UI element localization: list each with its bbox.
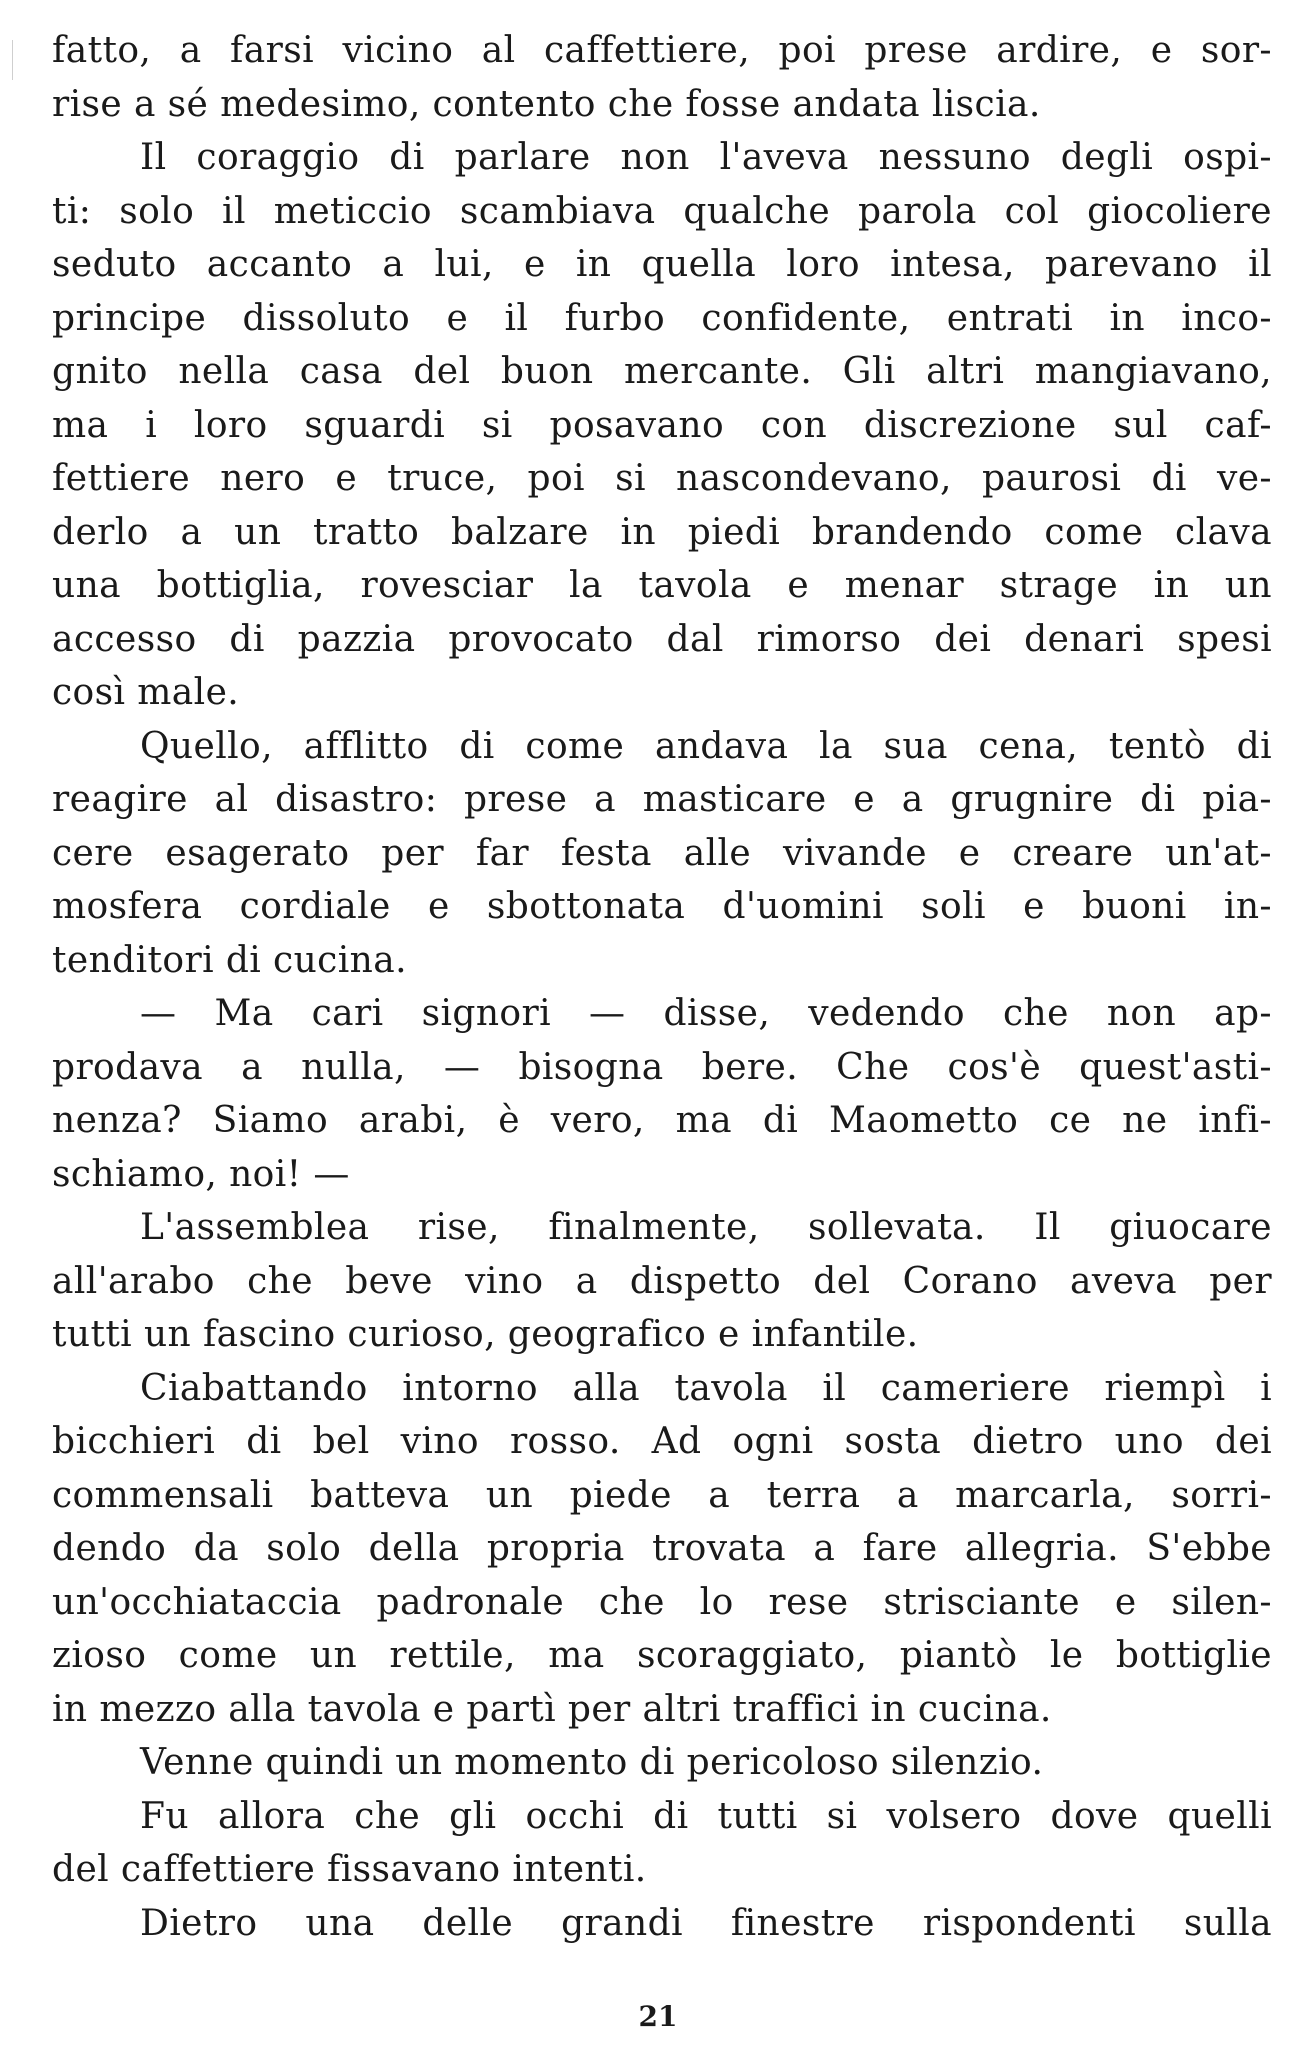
- text-line: mosfera cordiale e sbottonata d'uomini soli e buoni in-: [52, 886, 1272, 927]
- scan-margin-mark: [12, 40, 13, 80]
- text-line: bicchieri di bel vino rosso. Ad ogni sosta dietro uno dei: [52, 1421, 1272, 1462]
- text-line: accesso di pazzia provocato dal rimorso dei denari spesi: [52, 618, 1272, 660]
- text-line: reagire al disastro: prese a masticare e a grugnire di pia-: [52, 779, 1272, 820]
- text-line: principe dissoluto e il furbo confidente, entrati in inco-: [52, 297, 1272, 339]
- text-line: una bottiglia, rovesciar la tavola e menar strage in un: [52, 565, 1272, 606]
- text-line: — Ma cari signori — disse, vedendo che non ap-: [140, 993, 1272, 1034]
- text-line: nenza? Siamo arabi, è vero, ma di Maometto ce ne infi-: [52, 1100, 1272, 1141]
- text-line: Dietro una delle grandi finestre rispondenti sulla: [140, 1902, 1272, 1944]
- text-line: fettiere nero e truce, poi si nascondevano, paurosi di ve-: [52, 458, 1272, 499]
- text-line: L'assemblea rise, finalmente, sollevata. Il giuocare: [140, 1207, 1272, 1248]
- text-line: gnito nella casa del buon mercante. Gli altri mangiavano,: [52, 351, 1272, 392]
- text-line: fatto, a farsi vicino al caffettiere, poi prese ardire, e sor-: [52, 30, 1272, 71]
- text-line: tutti un fascino curioso, geografico e infantile.: [52, 1314, 919, 1355]
- page-number: 21: [638, 2000, 678, 2033]
- text-line: del caffettiere fissavano intenti.: [52, 1849, 647, 1890]
- text-line: un'occhiataccia padronale che lo rese strisciante e silen-: [52, 1581, 1272, 1623]
- text-line: ma i loro sguardi si posavano con discrezione sul caf-: [52, 404, 1272, 446]
- text-line: cere esagerato per far festa alle vivande e creare un'at-: [52, 832, 1272, 874]
- text-line: ti: solo il meticcio scambiava qualche parola col giocoliere: [52, 190, 1272, 232]
- text-line: Quello, afflitto di come andava la sua cena, tentò di: [140, 725, 1272, 767]
- text-line: Fu allora che gli occhi di tutti si volsero dove quelli: [140, 1795, 1272, 1837]
- text-line: zioso come un rettile, ma scoraggiato, piantò le bottiglie: [52, 1635, 1272, 1676]
- text-line: tenditori di cucina.: [52, 939, 407, 981]
- text-line: Venne quindi un momento di pericoloso silenzio.: [140, 1742, 1044, 1783]
- text-line: Il coraggio di parlare non l'aveva nessuno degli ospi-: [140, 137, 1272, 178]
- text-line: commensali batteva un piede a terra a marcarla, sorri-: [52, 1474, 1272, 1516]
- text-line: dendo da solo della propria trovata a fare allegria. S'ebbe: [52, 1528, 1272, 1569]
- text-line: Ciabattando intorno alla tavola il cameriere riempì i: [140, 1367, 1272, 1409]
- text-line: così male.: [52, 672, 240, 713]
- text-line: rise a sé medesimo, contento che fosse andata liscia.: [52, 83, 1041, 125]
- text-line: all'arabo che beve vino a dispetto del Corano aveva per: [52, 1260, 1272, 1302]
- body-text: [52, 24, 1272, 1950]
- text-line: prodava a nulla, — bisogna bere. Che cos'è quest'asti-: [52, 1046, 1272, 1088]
- text-line: schiamo, noi! —: [52, 1153, 350, 1195]
- text-line: seduto accanto a lui, e in quella loro intesa, parevano il: [52, 244, 1272, 285]
- text-line: derlo a un tratto balzare in piedi brandendo come clava: [52, 511, 1272, 553]
- text-line: in mezzo alla tavola e partì per altri traffici in cucina.: [52, 1688, 1052, 1730]
